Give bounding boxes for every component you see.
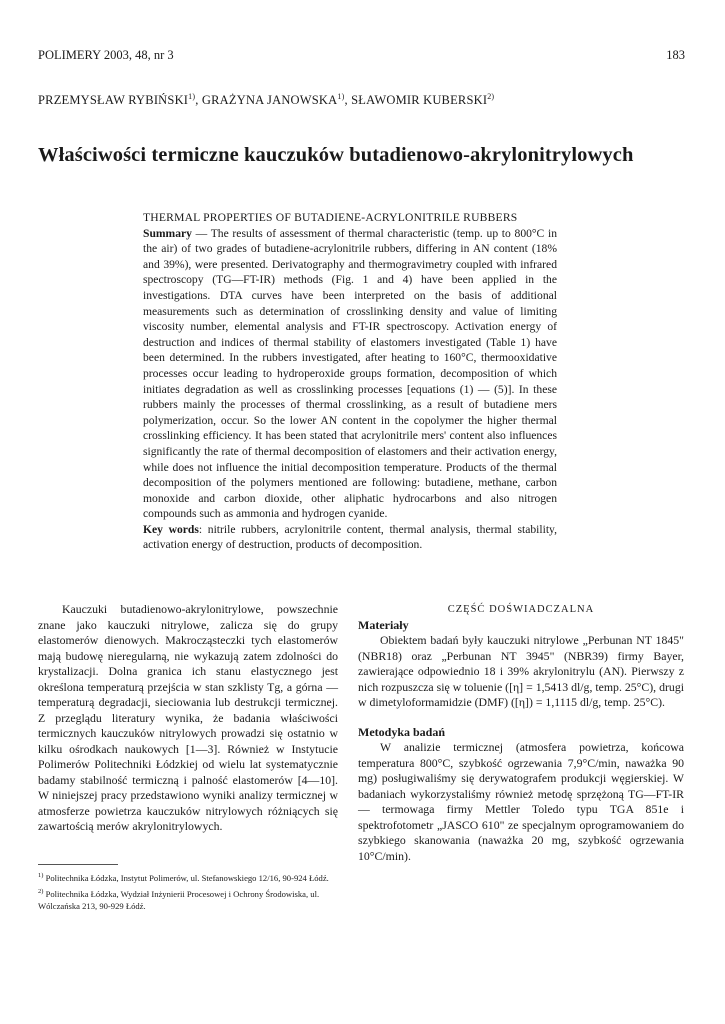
footnote-mark: 2) xyxy=(38,888,44,896)
author-name: SŁAWOMIR KUBERSKI xyxy=(351,93,488,108)
author-name: PRZEMYSŁAW RYBIŃSKI xyxy=(38,93,189,108)
page-number: 183 xyxy=(666,48,685,62)
section-heading: CZĘŚĆ DOŚWIADCZALNA xyxy=(447,604,595,615)
footnote-text: Politechnika Łódzka, Wydział Inżynierii Procesowej i Ochrony Środowiska, ul. Wólczańska 213, 90-929 Łódź. xyxy=(38,889,320,911)
summary-label: Summary xyxy=(143,226,192,240)
abstract-summary xyxy=(143,226,557,522)
footnote-mark: 1) xyxy=(38,872,44,879)
keywords-label: Key words xyxy=(143,522,199,536)
affiliation-mark: 1) xyxy=(188,92,196,101)
methods-heading: Metodyka badań xyxy=(358,724,446,739)
footnote xyxy=(38,886,338,912)
running-header: POLIMERY 2003, 48, nr 3 xyxy=(38,48,174,62)
author-list: PRZEMYSŁAW RYBIŃSKI$^{1)}$, GRAŻYNA JANOWSKA$^{1)}$, SŁAWOMIR KUBERSKI$^{2)}$ xyxy=(38,92,495,108)
article-title: Właściwości termiczne kauczuków butadienowo-akrylonitrylowych xyxy=(38,144,634,166)
keywords-text: : nitrile rubbers, acrylonitrile content, thermal analysis, thermal stability, activation energy of destruction, products of decomposition. xyxy=(143,522,558,552)
affiliation-mark: 1) xyxy=(337,92,345,101)
footnote xyxy=(38,870,338,884)
left-column xyxy=(38,602,338,835)
summary-text: — The results of assessment of thermal characteristic (temp. up to 800°C in the air) of two grades of butadiene-acrylonitrile rubbers, differing in AN content (18% and 39%), were presented. Derivatography and thermogravimetry coupled with infrared spectroscopy (TG—FT-IR) methods (Fig. 1 and 4) have been applied in the investigations. DTA curves have been interpreted on the basis of additional measurements such as determination of crosslinking density and value of limiting viscosity number, elemental analysis and FT-IR spectroscopy. Activation energy of destruction and indices of thermal stability of elastomers investigated (Table 1) have been determined. In the rubbers investigated, after heating to 160°C, thermooxidative processes occur leading to hydroperoxide groups formation, decomposition of which initiates degradation as well as crosslinking processes [equations (1) — (5)]. In these rubbers mainly the processes of thermal crosslinking, as a result of butadiene mers polymerization, occur. So the lower AN content in the copolymer the higher thermal crosslinking efficiency. It has been stated that acrylonitrile mers' content also influences significantly the rate of thermal decomposition of elastomers and their activation energy, while does not influence the initial decomposition temperature. Products of the thermal decomposition of the polymers mentioned are following: butadiene, methane, carbon monoxide and carbon dioxide, other aliphatic hydrocarbons and also nitrogen compounds such as ammonia and hydrogen cyanide. xyxy=(143,226,557,521)
footnote-divider xyxy=(38,864,118,865)
right-column xyxy=(358,602,684,864)
abstract-heading: THERMAL PROPERTIES OF BUTADIENE-ACRYLONITRILE RUBBERS xyxy=(143,211,518,224)
materials-paragraph: Obiektem badań były kauczuki nitrylowe „Perbunan NT 1845" (NBR18) oraz „Perbunan NT 3945" (NBR39) firmy Bayer, zawierające odpowiednio 18 i 39% akrylonitrylu (AN). Pierwszy z nich rozpuszcza się w toluenie ([η] = 1,5413 dl/g, temp. 25°C), drugi w dimetyloformamidzie (DMF) ([η]) = 1,1115 dl/g, temp. 25°C). xyxy=(358,633,684,709)
affiliation-mark: 2) xyxy=(487,92,495,101)
author-name: GRAŻYNA JANOWSKA xyxy=(201,93,338,108)
abstract-keywords xyxy=(143,522,557,553)
materials-heading: Materiały xyxy=(358,617,409,632)
methods-paragraph: W analizie termicznej (atmosfera powietrza, końcowa temperatura 800°C, szybkość ogrzewania 7,9°C/min, naważka 90 mg) posługiwaliśmy się derywatografem produkcji węgierskiej. W badaniach wykorzystaliśmy również metodę sprzężoną TG—FT-IR — termowaga firmy Mettler Toledo typu TGA 851e i spektrofotometr „JASCO 610" ze specjalnym oprogramowaniem do szybkiego skanowania (naważka 20 mg, szybkość ogrzewania 10°C/min). xyxy=(358,740,684,863)
intro-paragraph: Kauczuki butadienowo-akrylonitrylowe, powszechnie znane jako kauczuki nitrylowe, zalicza się do grupy elastomerów dienowych. Makrocząsteczki tych elastomerów mają budowę nieregularną, nie wykazują zatem zdolności do krystalizacji. Dolna granica ich stanu elastycznego jest określona temperaturą przejścia w stan szklisty Tg, a górna — temperaturą degradacji, sieciowania lub destrukcji termicznej. Z przeglądu literatury wynika, że badania właściwości termicznych kauczuków nitrylowych prowadzi się ostatnio w kilku ośrodkach naukowych [1—3]. Również w Instytucie Polimerów Politechniki Łódzkiej od wielu lat systematycznie badamy stabilność termiczną i palność elastomerów [4—10]. W niniejszej pracy przedstawiono wyniki analizy termicznej w atmosferze powietrza kauczuków nitrylowych różniących się zawartością merów akrylonitrylowych. xyxy=(38,602,338,833)
footnote-text: Politechnika Łódzka, Instytut Polimerów, ul. Stefanowskiego 12/16, 90-924 Łódź. xyxy=(43,872,329,883)
abstract xyxy=(143,210,557,553)
footnotes xyxy=(38,870,338,915)
